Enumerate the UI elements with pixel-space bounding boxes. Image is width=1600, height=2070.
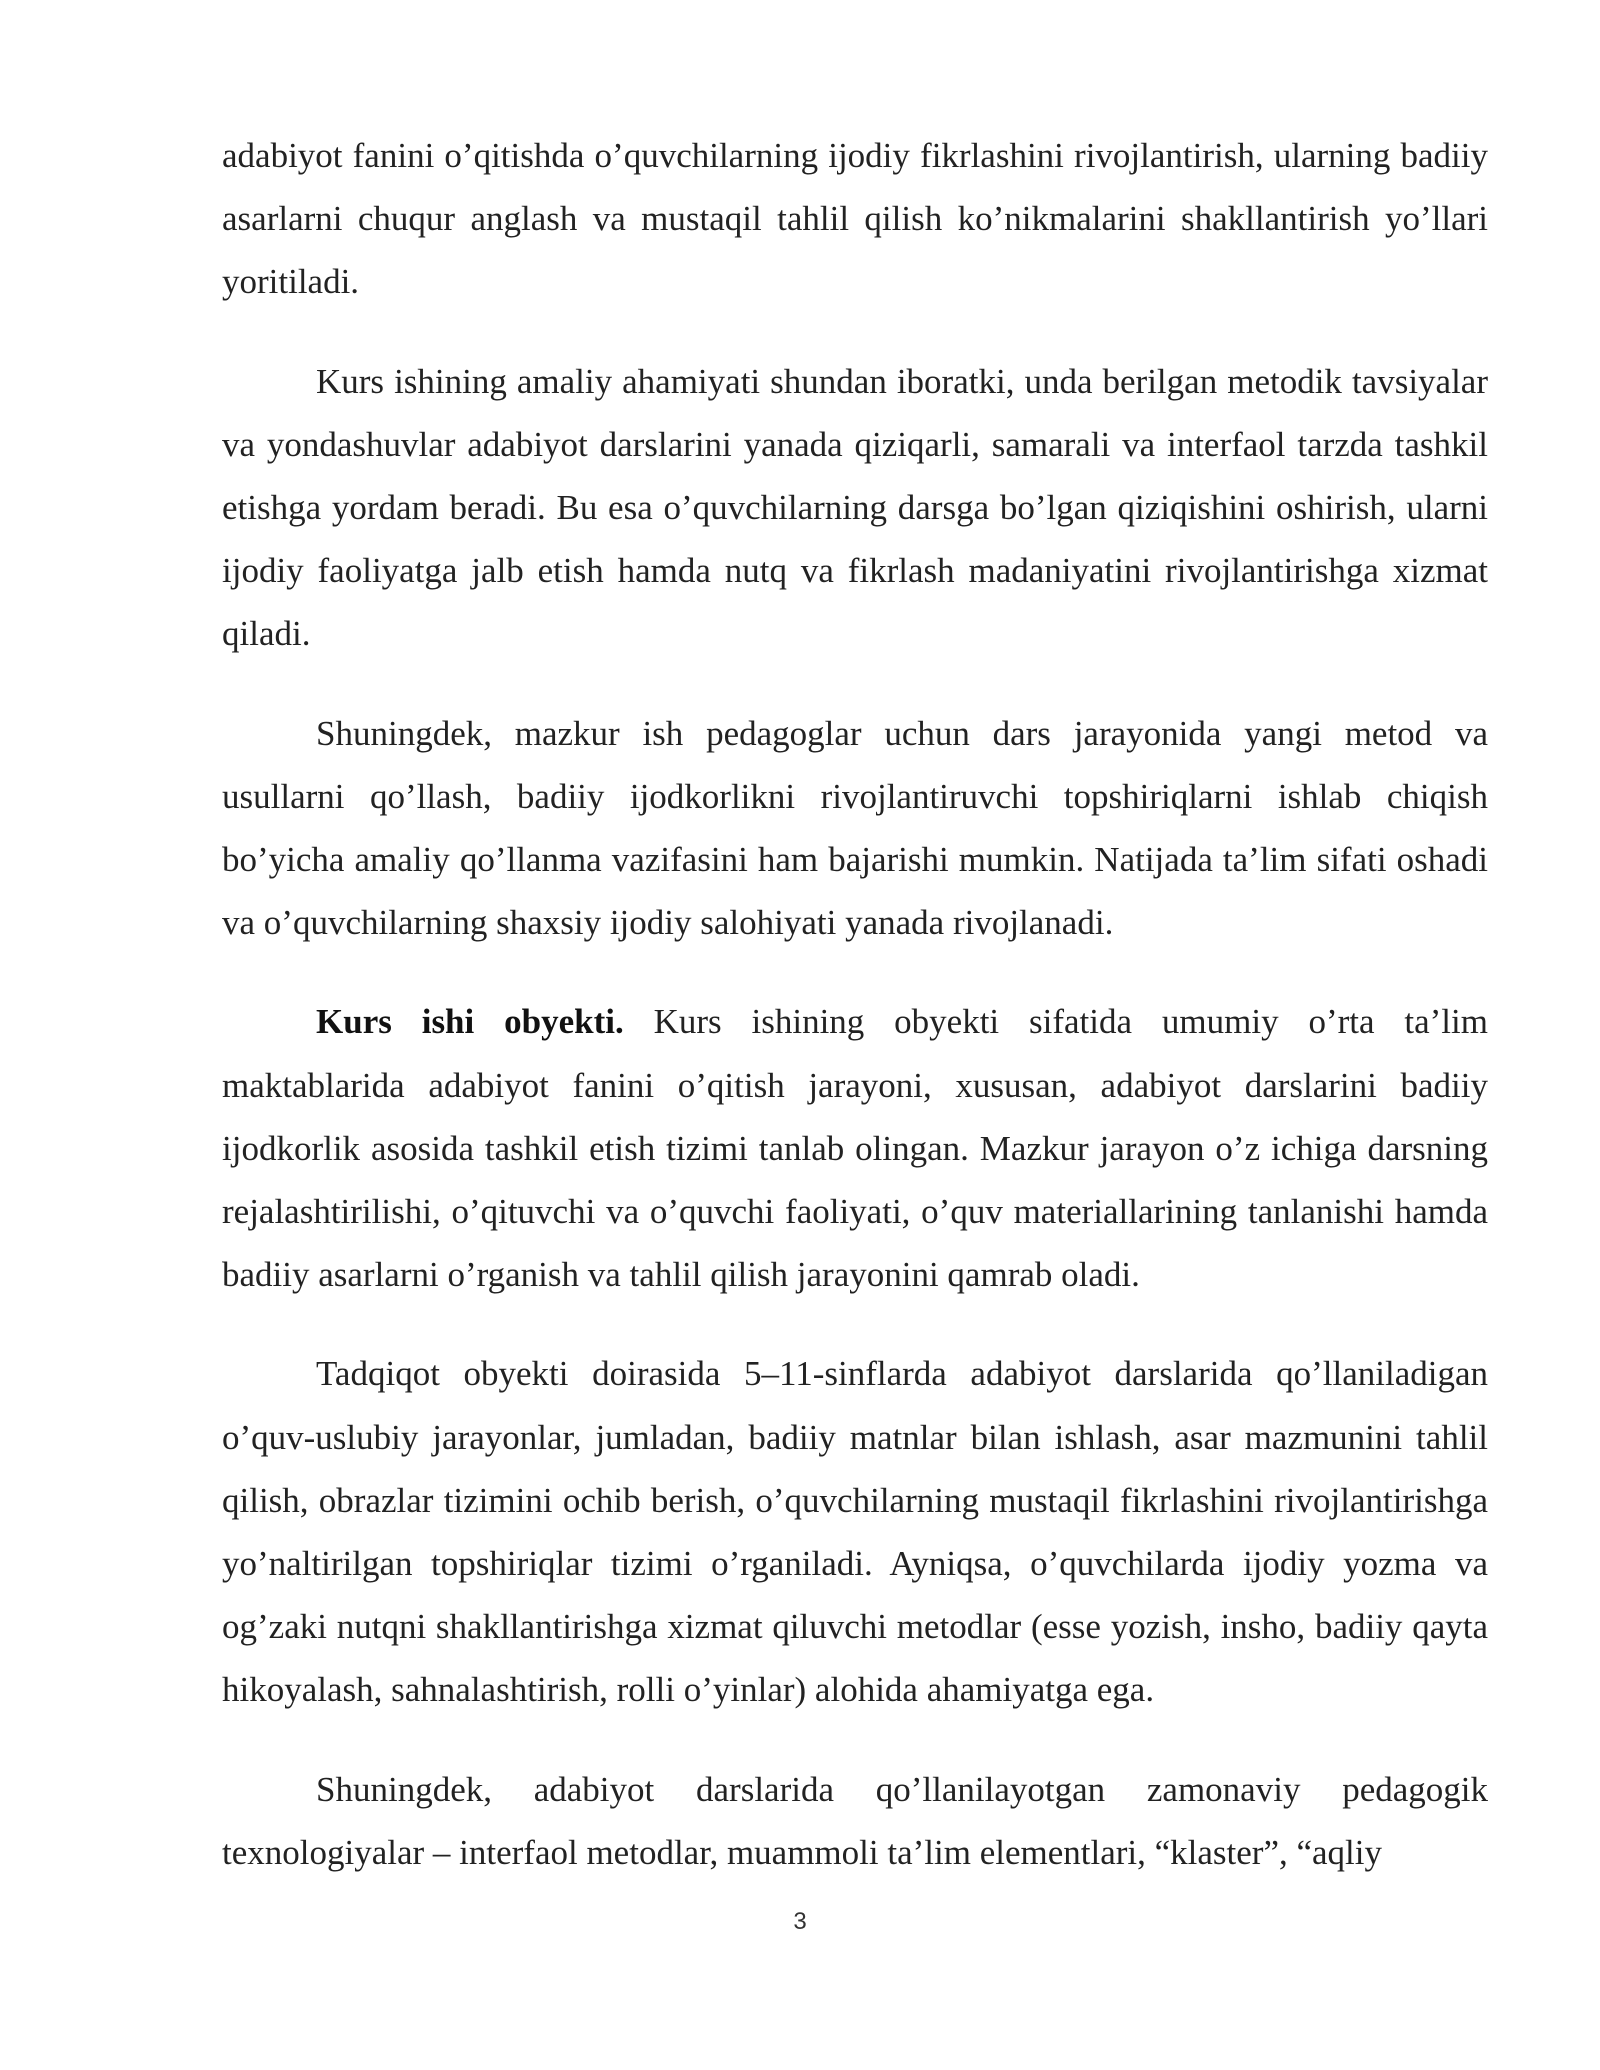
paragraph-4 (222, 990, 1488, 1306)
paragraph-text: Shuningdek, mazkur ish pedagoglar uchun dars jarayonida yangi metod va usullarni qo’llash, badiiy ijodkorlikni rivojlantiruvchi topshiriqlarni ishlab chiqish bo’yicha amaliy qo’llanma vazifasini ham bajarishi mumkin. Natijada ta’lim sifati oshadi va o’quvchilarning shaxsiy ijodiy salohiyati yanada rivojlanadi. (222, 713, 1488, 943)
paragraph-6 (222, 1758, 1488, 1884)
paragraph-1 (222, 124, 1488, 314)
page-body (222, 124, 1488, 1884)
section-heading-inline: Kurs ishi obyekti. (316, 1002, 624, 1042)
paragraph-5 (222, 1342, 1488, 1721)
paragraph-text: adabiyot fanini o’qitishda o’quvchilarning ijodiy fikrlashini rivojlantirish, ularning badiiy asarlarni chuqur anglash va mustaqil tahlil qilish ko’nikmalarini shakllantirish yo’llari yoritiladi. (222, 136, 1488, 302)
paragraph-text: Kurs ishining obyekti sifatida umumiy o’rta ta’lim maktablarida adabiyot fanini o’qitish jarayoni, xususan, adabiyot darslarini badiiy ijodkorlik asosida tashkil etish tizimi tanlab olingan. Mazkur jarayon o’z ichiga darsning rejalashtirilishi, o’qituvchi va o’quvchi faoliyati, o’quv materiallarining tanlanishi hamda badiiy asarlarni o’rganish va tahlil qilish jarayonini qamrab oladi. (222, 1002, 1488, 1295)
paragraph-text: Shuningdek, adabiyot darslarida qo’llanilayotgan zamonaviy pedagogik texnologiyalar – interfaol metodlar, muammoli ta’lim elementlari, “klaster”, “aqliy (222, 1769, 1488, 1872)
page-number: 3 (793, 1908, 807, 1935)
paragraph-3 (222, 702, 1488, 955)
paragraph-text: Kurs ishining amaliy ahamiyati shundan iboratki, unda berilgan metodik tavsiyalar va yondashuvlar adabiyot darslarini yanada qiziqarli, samarali va interfaol tarzda tashkil etishga yordam beradi. Bu esa o’quvchilarning darsga bo’lgan qiziqishini oshirish, ularni ijodiy faoliyatga jalb etish hamda nutq va fikrlash madaniyatini rivojlantirishga xizmat qiladi. (222, 361, 1488, 654)
paragraph-text: Tadqiqot obyekti doirasida 5–11-sinflarda adabiyot darslarida qo’llaniladigan o’quv-uslubiy jarayonlar, jumladan, badiiy matnlar bilan ishlash, asar mazmunini tahlil qilish, obrazlar tizimini ochib berish, o’quvchilarning mustaqil fikrlashini rivojlantirishga yo’naltirilgan topshiriqlar tizimi o’rganiladi. Ayniqsa, o’quvchilarda ijodiy yozma va og’zaki nutqni shakllantirishga xizmat qiluvchi metodlar (esse yozish, insho, badiiy qayta hikoyalash, sahnalashtirish, rolli o’yinlar) alohida ahamiyatga ega. (222, 1354, 1488, 1710)
paragraph-2 (222, 350, 1488, 666)
